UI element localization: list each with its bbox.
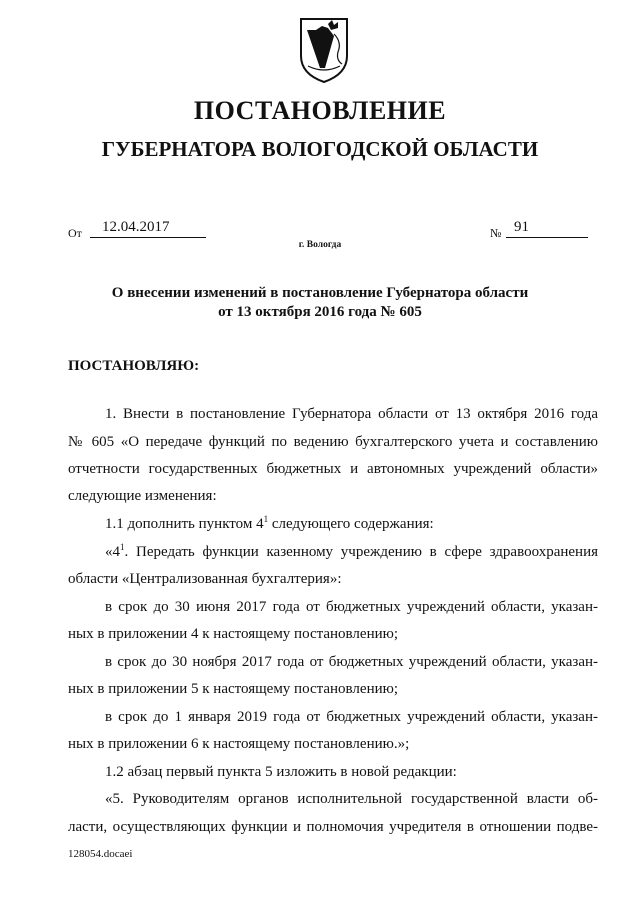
document-subtitle: ГУБЕРНАТОРА ВОЛОГОДСКОЙ ОБЛАСТИ bbox=[101, 137, 539, 161]
body-line: ных в приложении 6 к настоящему постановлению.»; bbox=[68, 736, 410, 752]
body-line: отчетности государственных бюджетных и автономных учреждений области» bbox=[68, 461, 598, 477]
body-line: ных в приложении 4 к настоящему постановлению; bbox=[68, 626, 398, 642]
number-label: № bbox=[490, 226, 502, 240]
body-text: . Передать функции казенному учреждению в сфере здравоохранения bbox=[124, 544, 598, 560]
date-label: От bbox=[68, 226, 82, 240]
document-number: 91 bbox=[506, 219, 588, 238]
file-reference: 128054.docaei bbox=[68, 848, 133, 860]
body-line: № 605 «О передаче функций по ведению бухгалтерского учета и составлению bbox=[68, 434, 598, 450]
body-line: в срок до 30 ноября 2017 года от бюджетных учреждений области, указан- bbox=[105, 654, 598, 670]
body-line bbox=[105, 542, 598, 562]
coat-of-arms-icon bbox=[298, 16, 350, 84]
body-text: «4 bbox=[105, 544, 120, 560]
superscript: 1 bbox=[120, 542, 125, 552]
body-text: 1.1 дополнить пунктом 4 bbox=[105, 516, 264, 532]
body-line: 1.2 абзац первый пункта 5 изложить в новой редакции: bbox=[105, 764, 457, 780]
body-line: следующие изменения: bbox=[68, 488, 217, 504]
superscript: 1 bbox=[263, 514, 269, 524]
decree-heading: ПОСТАНОВЛЯЮ: bbox=[68, 358, 200, 374]
subject-line-1: О внесении изменений в постановление Губернатора области bbox=[111, 285, 529, 301]
body-line: в срок до 30 июня 2017 года от бюджетных учреждений области, указан- bbox=[105, 599, 598, 615]
document-subject bbox=[0, 284, 640, 322]
body-line bbox=[105, 514, 598, 534]
document-date: 12.04.2017 bbox=[90, 219, 206, 238]
document-title: ПОСТАНОВЛЕНИЕ bbox=[193, 96, 447, 125]
body-line: в срок до 1 января 2019 года от бюджетных учреждений области, указан- bbox=[105, 709, 598, 725]
body-line: ных в приложении 5 к настоящему постановлению; bbox=[68, 681, 398, 697]
body-text: следующего содержания: bbox=[268, 516, 434, 532]
body-line: «5. Руководителям органов исполнительной государственной власти об- bbox=[105, 791, 598, 807]
body-line: области «Централизованная бухгалтерия»: bbox=[68, 571, 342, 587]
body-line: 1. Внести в постановление Губернатора области от 13 октября 2016 года bbox=[105, 406, 598, 422]
subject-line-2: от 13 октября 2016 года № 605 bbox=[218, 304, 422, 320]
body-line: ласти, осуществляющих функции и полномочия учредителя в отношении подве- bbox=[68, 819, 598, 835]
city-label: г. Вологда bbox=[298, 240, 342, 250]
